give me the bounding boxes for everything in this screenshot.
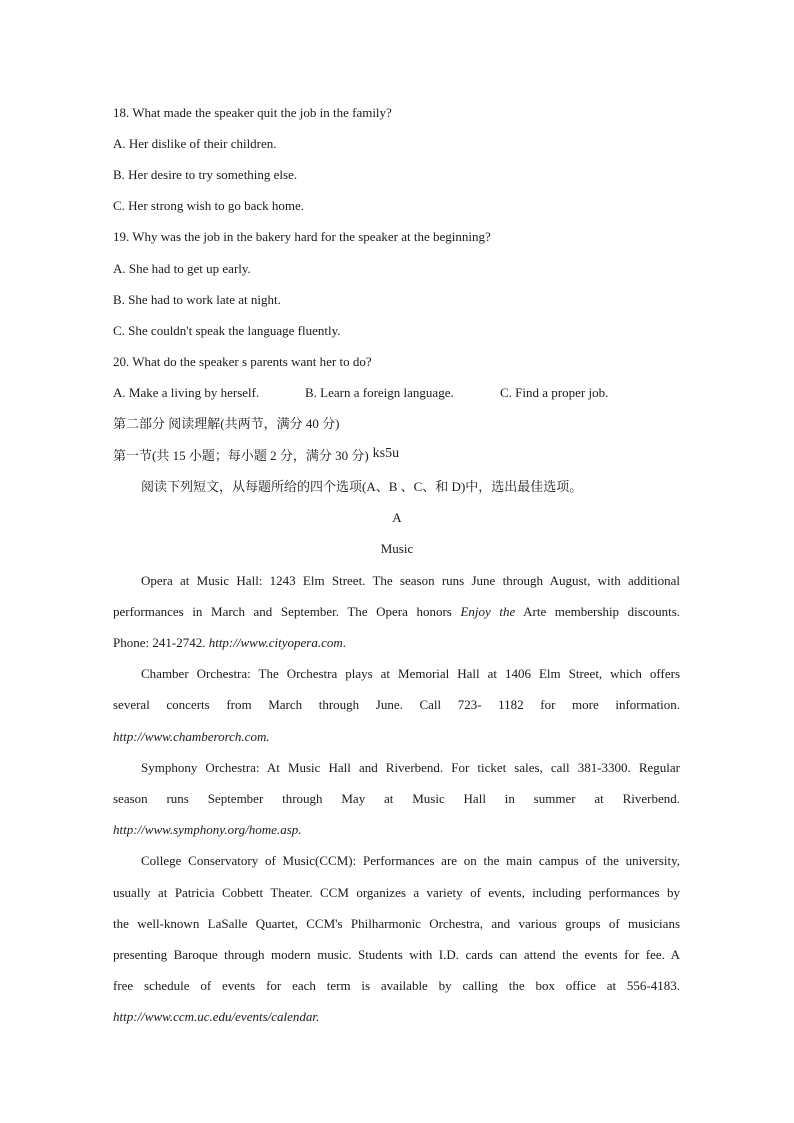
chamber-line-1: Chamber Orchestra: The Orchestra plays at Memorial Hall at 1406 Elm Street, which offers (141, 666, 680, 681)
question-18-option-b: B. Her desire to try something else. (113, 167, 298, 182)
ccm-line-4: presenting Baroque through modern music. Students with I.D. cards can attend the events for fee. A (113, 947, 680, 962)
opera-line-1: Opera at Music Hall: 1243 Elm Street. The season runs June through August, with additional (141, 573, 680, 588)
part-two-heading: 第二部分 阅读理解(共两节，满分 40 分) (113, 416, 340, 431)
opera-line-2-text-b: Arte membership discounts. (515, 604, 680, 619)
opera-line-3-end: . (342, 635, 347, 650)
passage-title: Music (380, 541, 414, 556)
symphony-url (113, 822, 680, 838)
opera-url: http://www.cityopera.com (208, 635, 343, 650)
opera-line-2-emphasis: Enjoy the (460, 604, 516, 619)
opera-line-3 (113, 635, 680, 651)
question-18-option-c: C. Her strong wish to go back home. (113, 198, 305, 213)
section-one-text: 第一节(共 15 小题；每小题 2 分，满分 30 分) (113, 448, 369, 463)
question-19-option-a: A. She had to get up early. (113, 261, 251, 276)
question-19-stem: 19. Why was the job in the bakery hard for the speaker at the beginning? (113, 229, 491, 244)
reading-instruction: 阅读下列短文，从每题所给的四个选项(A、B 、C、和 D)中，选出最佳选项。 (141, 479, 583, 494)
chamber-line-2: several concerts from March through June. Call 723- 1182 for more information. (113, 697, 680, 712)
passage-letter: A (392, 510, 402, 525)
opera-phone: Phone: 241-2742. (113, 635, 209, 650)
question-19-option-c: C. She couldn't speak the language fluently. (113, 323, 341, 338)
question-18-option-a: A. Her dislike of their children. (113, 136, 277, 151)
question-20-option-b: B. Learn a foreign language. (305, 385, 454, 400)
opera-line-2 (113, 604, 680, 620)
ccm-url-text: http://www.ccm.uc.edu/events/calendar. (113, 1009, 320, 1024)
question-19-option-b: B. She had to work late at night. (113, 292, 281, 307)
question-20-option-c: C. Find a proper job. (500, 385, 609, 400)
section-one-heading (113, 448, 680, 465)
ccm-line-2: usually at Patricia Cobbett Theater. CCM organizes a variety of events, including performances by (113, 885, 680, 900)
ccm-url (113, 1009, 680, 1025)
question-18-stem: 18. What made the speaker quit the job in the family? (113, 105, 392, 120)
question-20-stem: 20. What do the speaker s parents want her to do? (113, 354, 372, 369)
symphony-line-1: Symphony Orchestra: At Music Hall and Riverbend. For ticket sales, call 381-3300. Regular (141, 760, 680, 775)
ccm-line-5: free schedule of events for each term is available by calling the box office at 556-4183. (113, 978, 680, 993)
ccm-line-1: College Conservatory of Music(CCM): Performances are on the main campus of the university, (141, 853, 680, 868)
question-20-option-a: A. Make a living by herself. (113, 385, 260, 400)
symphony-line-2: season runs September through May at Music Hall in summer at Riverbend. (113, 791, 680, 806)
symphony-url-text: http://www.symphony.org/home.asp. (113, 822, 302, 837)
watermark-text: ks5u (372, 446, 400, 461)
chamber-url (113, 729, 680, 745)
opera-line-2-text-a: performances in March and September. The Opera honors (113, 604, 461, 619)
chamber-url-text: http://www.chamberorch.com. (113, 729, 270, 744)
ccm-line-3: the well-known LaSalle Quartet, CCM's Philharmonic Orchestra, and various groups of musicians (113, 916, 680, 931)
